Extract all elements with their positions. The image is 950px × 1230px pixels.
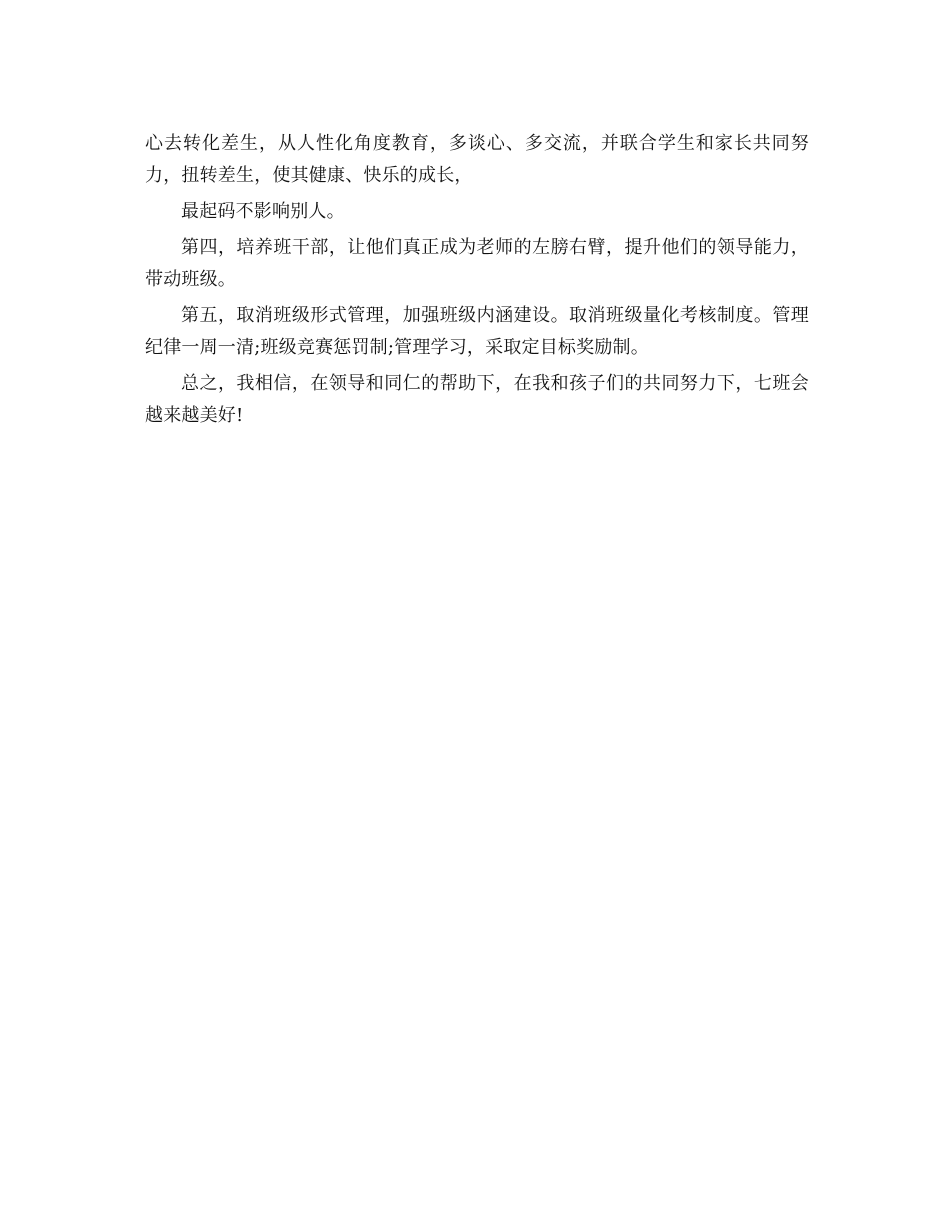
paragraph-minimum-impact: 最起码不影响别人。	[181, 201, 345, 222]
paragraph-fifth-point: 第五，取消班级形式管理，加强班级内涵建设。取消班级量化考核制度。管理纪律一周一清;班级竞赛惩罚制;管理学习，采取定目标奖励制。	[145, 305, 809, 358]
paragraph-fourth-point: 第四，培养班干部，让他们真正成为老师的左膀右臂，提升他们的领导能力，带动班级。	[145, 237, 809, 290]
paragraph-continuation: 心去转化差生，从人性化角度教育，多谈心、多交流，并联合学生和家长共同努力，扭转差生，使其健康、快乐的成长，	[145, 133, 809, 186]
paragraph-conclusion: 总之，我相信，在领导和同仁的帮助下，在我和孩子们的共同努力下，七班会越来越美好!	[145, 373, 809, 426]
document-body	[145, 128, 809, 436]
